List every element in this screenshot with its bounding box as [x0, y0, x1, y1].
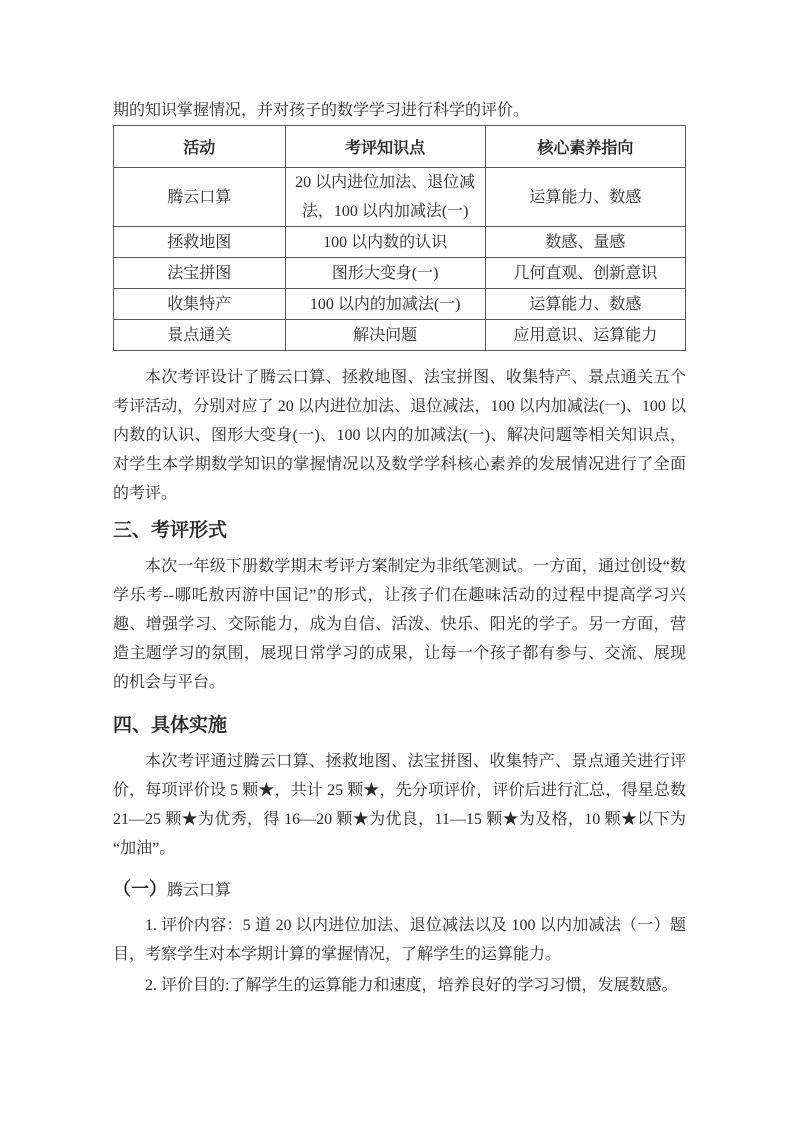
paragraph-eval-content: 1. 评价内容：5 道 20 以内进位加法、退位减法以及 100 以内加减法（一）题目，考察学生对本学期计算的掌握情况，了解学生的运算能力。 — [113, 917, 686, 963]
table-header-literacy: 核心素养指向 — [485, 126, 685, 168]
table-cell-activity: 景点通关 — [114, 320, 286, 351]
subsection-number: （一） — [113, 879, 167, 899]
table-cell-activity: 腾云口算 — [114, 168, 286, 227]
paragraph-continuation: 期的知识掌握情况，并对孩子的数学学习进行科学的评价。 — [113, 102, 530, 119]
table-cell-knowledge: 20 以内进位加法、退位减法，100 以内加减法(一) — [285, 168, 485, 227]
evaluation-table — [113, 125, 686, 351]
subsection-heading — [113, 875, 686, 905]
table-row — [114, 258, 686, 289]
table-cell-activity: 拯救地图 — [114, 227, 286, 258]
table-row — [114, 168, 686, 227]
table-header-activity: 活动 — [114, 126, 286, 168]
table-cell-activity: 法宝拼图 — [114, 258, 286, 289]
table-cell-literacy: 应用意识、运算能力 — [485, 320, 685, 351]
paragraph-implementation: 本次考评通过腾云口算、拯救地图、法宝拼图、收集特产、景点通关进行评价，每项评价设 5 颗★，共计 25 颗★，先分项评价，评价后进行汇总，得星总数 21—25 颗★为优秀，得 16—20 颗★为优良，11—15 颗★为及格，10 颗★以下为“加油”。 — [113, 753, 686, 857]
table-cell-knowledge: 100 以内的加减法(一) — [285, 289, 485, 320]
paragraph-eval-purpose: 2. 评价目的:了解学生的运算能力和速度，培养良好的学习习惯，发展数感。 — [145, 977, 678, 994]
table-header-knowledge: 考评知识点 — [285, 126, 485, 168]
table-cell-knowledge: 图形大变身(一) — [285, 258, 485, 289]
paragraph-exam-format: 本次一年级下册数学期末考评方案制定为非纸笔测试。一方面，通过创设“数学乐考--哪吒敖丙游中国记”的形式，让孩子们在趣味活动的过程中提高学习兴趣、增强学习、交际能力，成为自信、活泼、快乐、阳光的学子。另一方面，营造主题学习的氛围，展现日常学习的成果，让每一个孩子都有参与、交流、展现的机会与平台。 — [113, 558, 686, 691]
table-row — [114, 227, 686, 258]
paragraph-evaluation-summary: 本次考评设计了腾云口算、拯救地图、法宝拼图、收集特产、景点通关五个考评活动，分别对应了 20 以内进位加法、退位减法，100 以内加减法(一)、100 以内数的认识、图形大变身(一)、100 以内的加减法(一)、解决问题等相关知识点，对学生本学期数学知识的掌握情况以及数学学科核心素养的发展情况进行了全面的考评。 — [113, 369, 686, 502]
table-cell-literacy: 数感、量感 — [485, 227, 685, 258]
table-cell-literacy: 运算能力、数感 — [485, 168, 685, 227]
section-heading-exam-format: 三、考评形式 — [113, 520, 228, 541]
table-cell-activity: 收集特产 — [114, 289, 286, 320]
table-row — [114, 289, 686, 320]
table-cell-knowledge: 解决问题 — [285, 320, 485, 351]
subsection-title: 腾云口算 — [167, 882, 232, 899]
table-cell-knowledge: 100 以内数的认识 — [285, 227, 485, 258]
table-cell-literacy: 几何直观、创新意识 — [485, 258, 685, 289]
table-cell-literacy: 运算能力、数感 — [485, 289, 685, 320]
section-heading-implementation: 四、具体实施 — [113, 715, 228, 736]
table-row — [114, 320, 686, 351]
table-header-row — [114, 126, 686, 168]
